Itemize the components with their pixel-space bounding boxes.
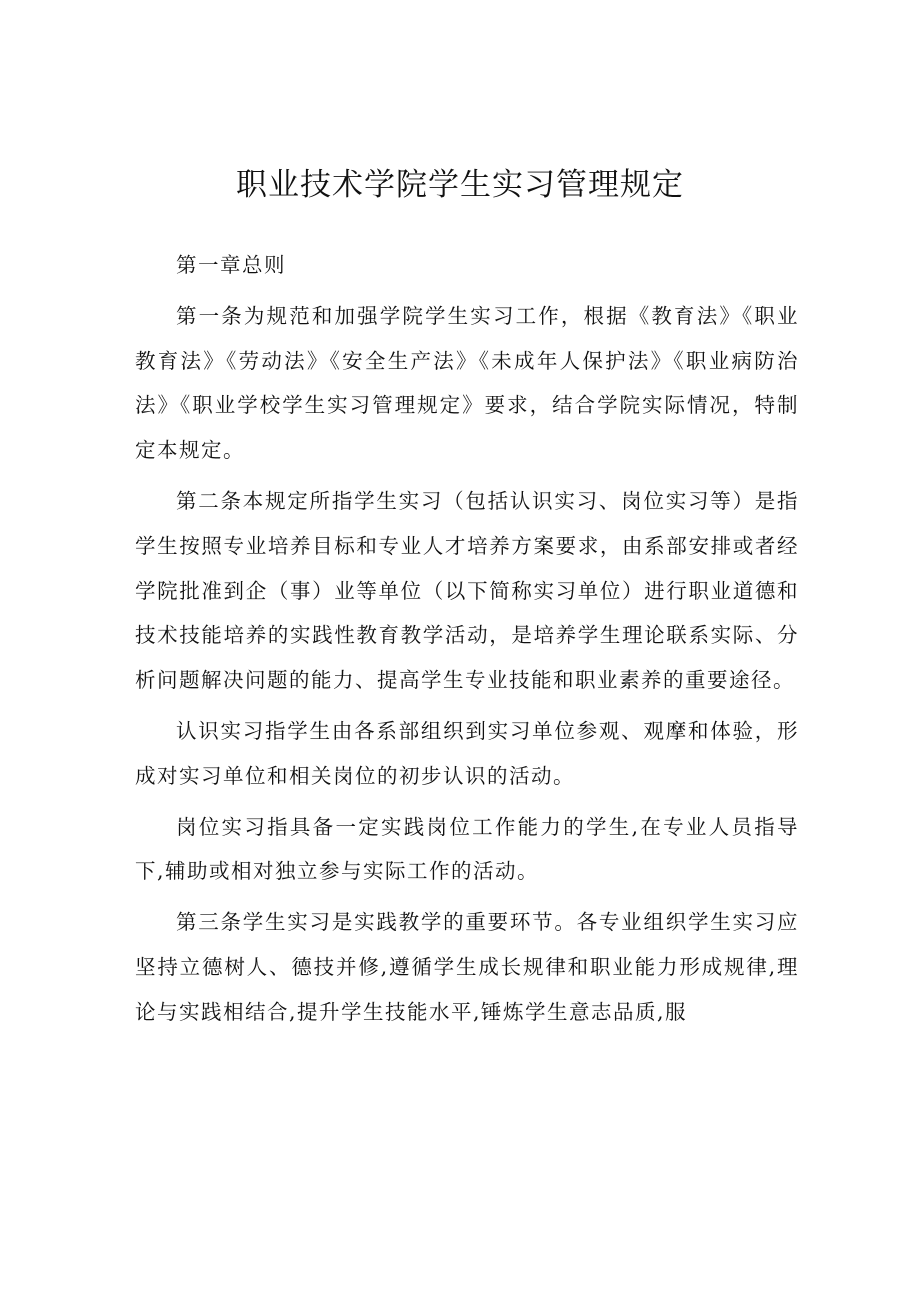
cognitive-internship-paragraph: 认识实习指学生由各系部组织到实习单位参观、观摩和体验，形成对实习单位和相关岗位的初步认识的活动。 [135, 718, 799, 788]
post-internship-paragraph: 岗位实习指具备一定实践岗位工作能力的学生,在专业人员指导下,辅助或相对独立参与实际工作的活动。 [135, 814, 799, 884]
document-title: 职业技术学院学生实习管理规定 [236, 167, 684, 203]
article-3-paragraph: 第三条学生实习是实践教学的重要环节。各专业组织学生实习应坚持立德树人、德技并修,遵循学生成长规律和职业能力形成规律,理论与实践相结合,提升学生技能水平,锤炼学生意志品质,服 [135, 910, 799, 1024]
article-1-paragraph: 第一条为规范和加强学院学生实习工作，根据《教育法》《职业教育法》《劳动法》《安全生产法》《未成年人保护法》《职业病防治法》《职业学校学生实习管理规定》要求，结合学院实际情况，特制定本规定。 [135, 303, 799, 463]
chapter-heading: 第一章总则 [176, 253, 286, 277]
document-body [135, 243, 799, 1041]
article-2-paragraph: 第二条本规定所指学生实习（包括认识实习、岗位实习等）是指学生按照专业培养目标和专业人才培养方案要求，由系部安排或者经学院批准到企（事）业等单位（以下简称实习单位）进行职业道德和技术技能培养的实践性教育教学活动，是培养学生理论联系实际、分析问题解决问题的能力、提高学生专业技能和职业素养的重要途径。 [135, 488, 799, 693]
